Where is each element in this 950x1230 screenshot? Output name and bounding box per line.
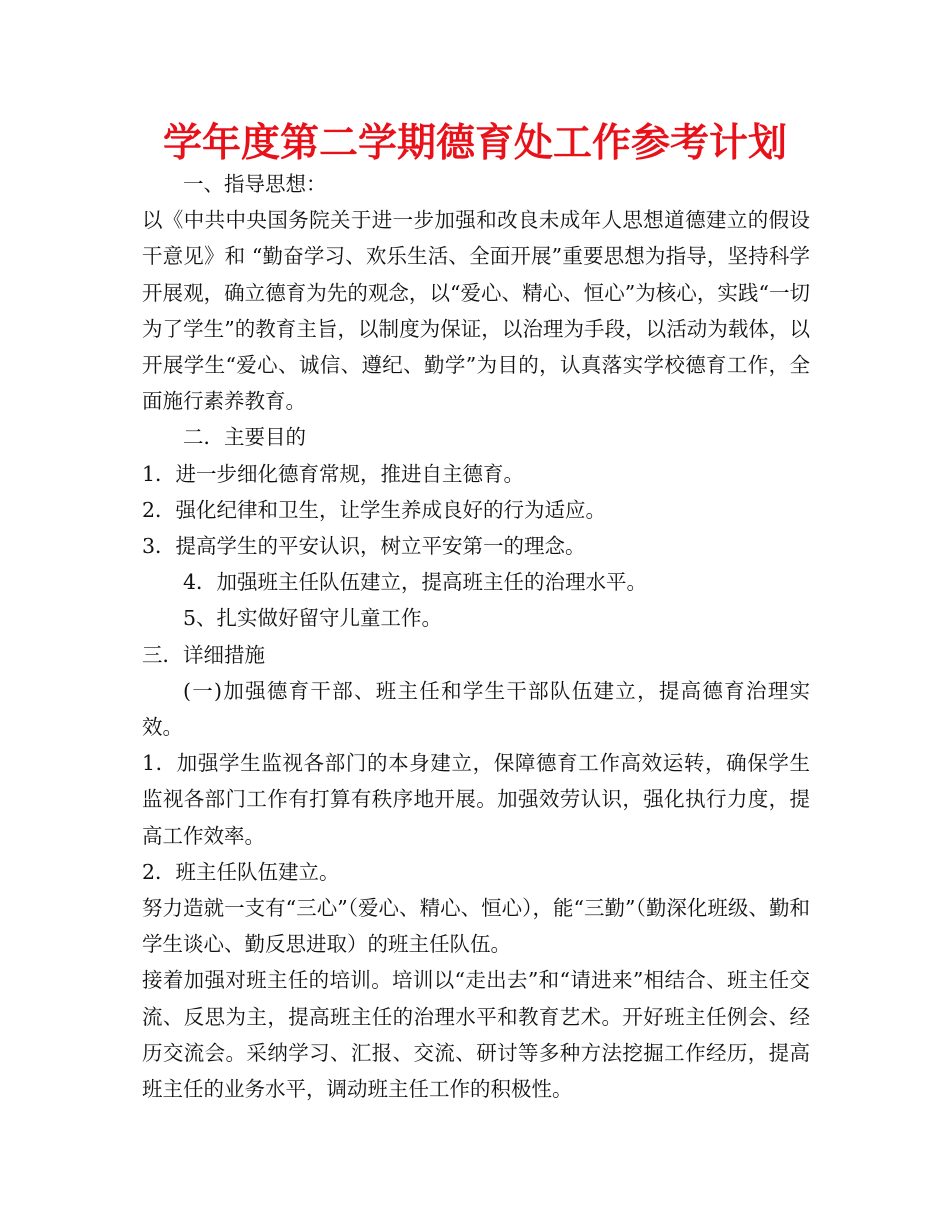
goal-item-3: 3．提高学生的平安认识，树立平安第一的理念。 <box>142 534 586 559</box>
subsection-heading-1: (一)加强德育干部、班主任和学生干部队伍建立，提高德育治理实效。 <box>142 678 810 740</box>
paragraph-guiding-thought: 以《中共中央国务院关于进一步加强和改良未成年人思想道德建立的假设干意见》和 “勤奋学习、欢乐生活、全面开展”重要思想为指导，坚持科学开展观，确立德育为先的观念，以“爱心、精心、恒心”为核心，实践“一切为了学生”的教育主旨，以制度为保证，以治理为手段，以活动为载体，以开展学生“爱心、诚信、遵纪、勤学”为目的，认真落实学校德育工作，全面施行素养教育。 <box>142 208 810 414</box>
document-body <box>142 166 810 1107</box>
measure-item-2: 2．班主任队伍建立。 <box>142 859 340 884</box>
section-heading-measures: 三．详细措施 <box>142 642 265 667</box>
section-heading-main-goals: 二．主要目的 <box>183 425 306 450</box>
measure-item-2-detail-a: 努力造就一支有“三心”（爱心、精心、恒心），能“三勤”（勤深化班级、勤和学生谈心、勤反思进取）的班主任队伍。 <box>142 896 810 957</box>
goal-item-5: 5、扎实做好留守儿童工作。 <box>183 606 443 631</box>
goal-item-2: 2．强化纪律和卫生，让学生养成良好的行为适应。 <box>142 497 607 522</box>
goal-item-4: 4．加强班主任队伍建立，提高班主任的治理水平。 <box>183 570 648 595</box>
document-title: 学年度第二学期德育处工作参考计划 <box>162 121 787 166</box>
measure-item-2-detail-b: 接着加强对班主任的培训。培训以“走出去”和“请进来”相结合、班主任交流、反思为主，提高班主任的治理水平和教育艺术。开好班主任例会、经历交流会。采纳学习、汇报、交流、研讨等多种方法挖掘工作经历，提高班主任的业务水平，调动班主任工作的积极性。 <box>142 968 810 1102</box>
goal-item-1: 1．进一步细化德育常规，推进自主德育。 <box>142 461 525 486</box>
measure-item-1: 1．加强学生监视各部门的本身建立，保障德育工作高效运转，确保学生监视各部门工作有打算有秩序地开展。加强效劳认识，强化执行力度，提高工作效率。 <box>142 751 810 848</box>
section-heading-guiding-thought: 一、指导思想： <box>183 172 327 196</box>
